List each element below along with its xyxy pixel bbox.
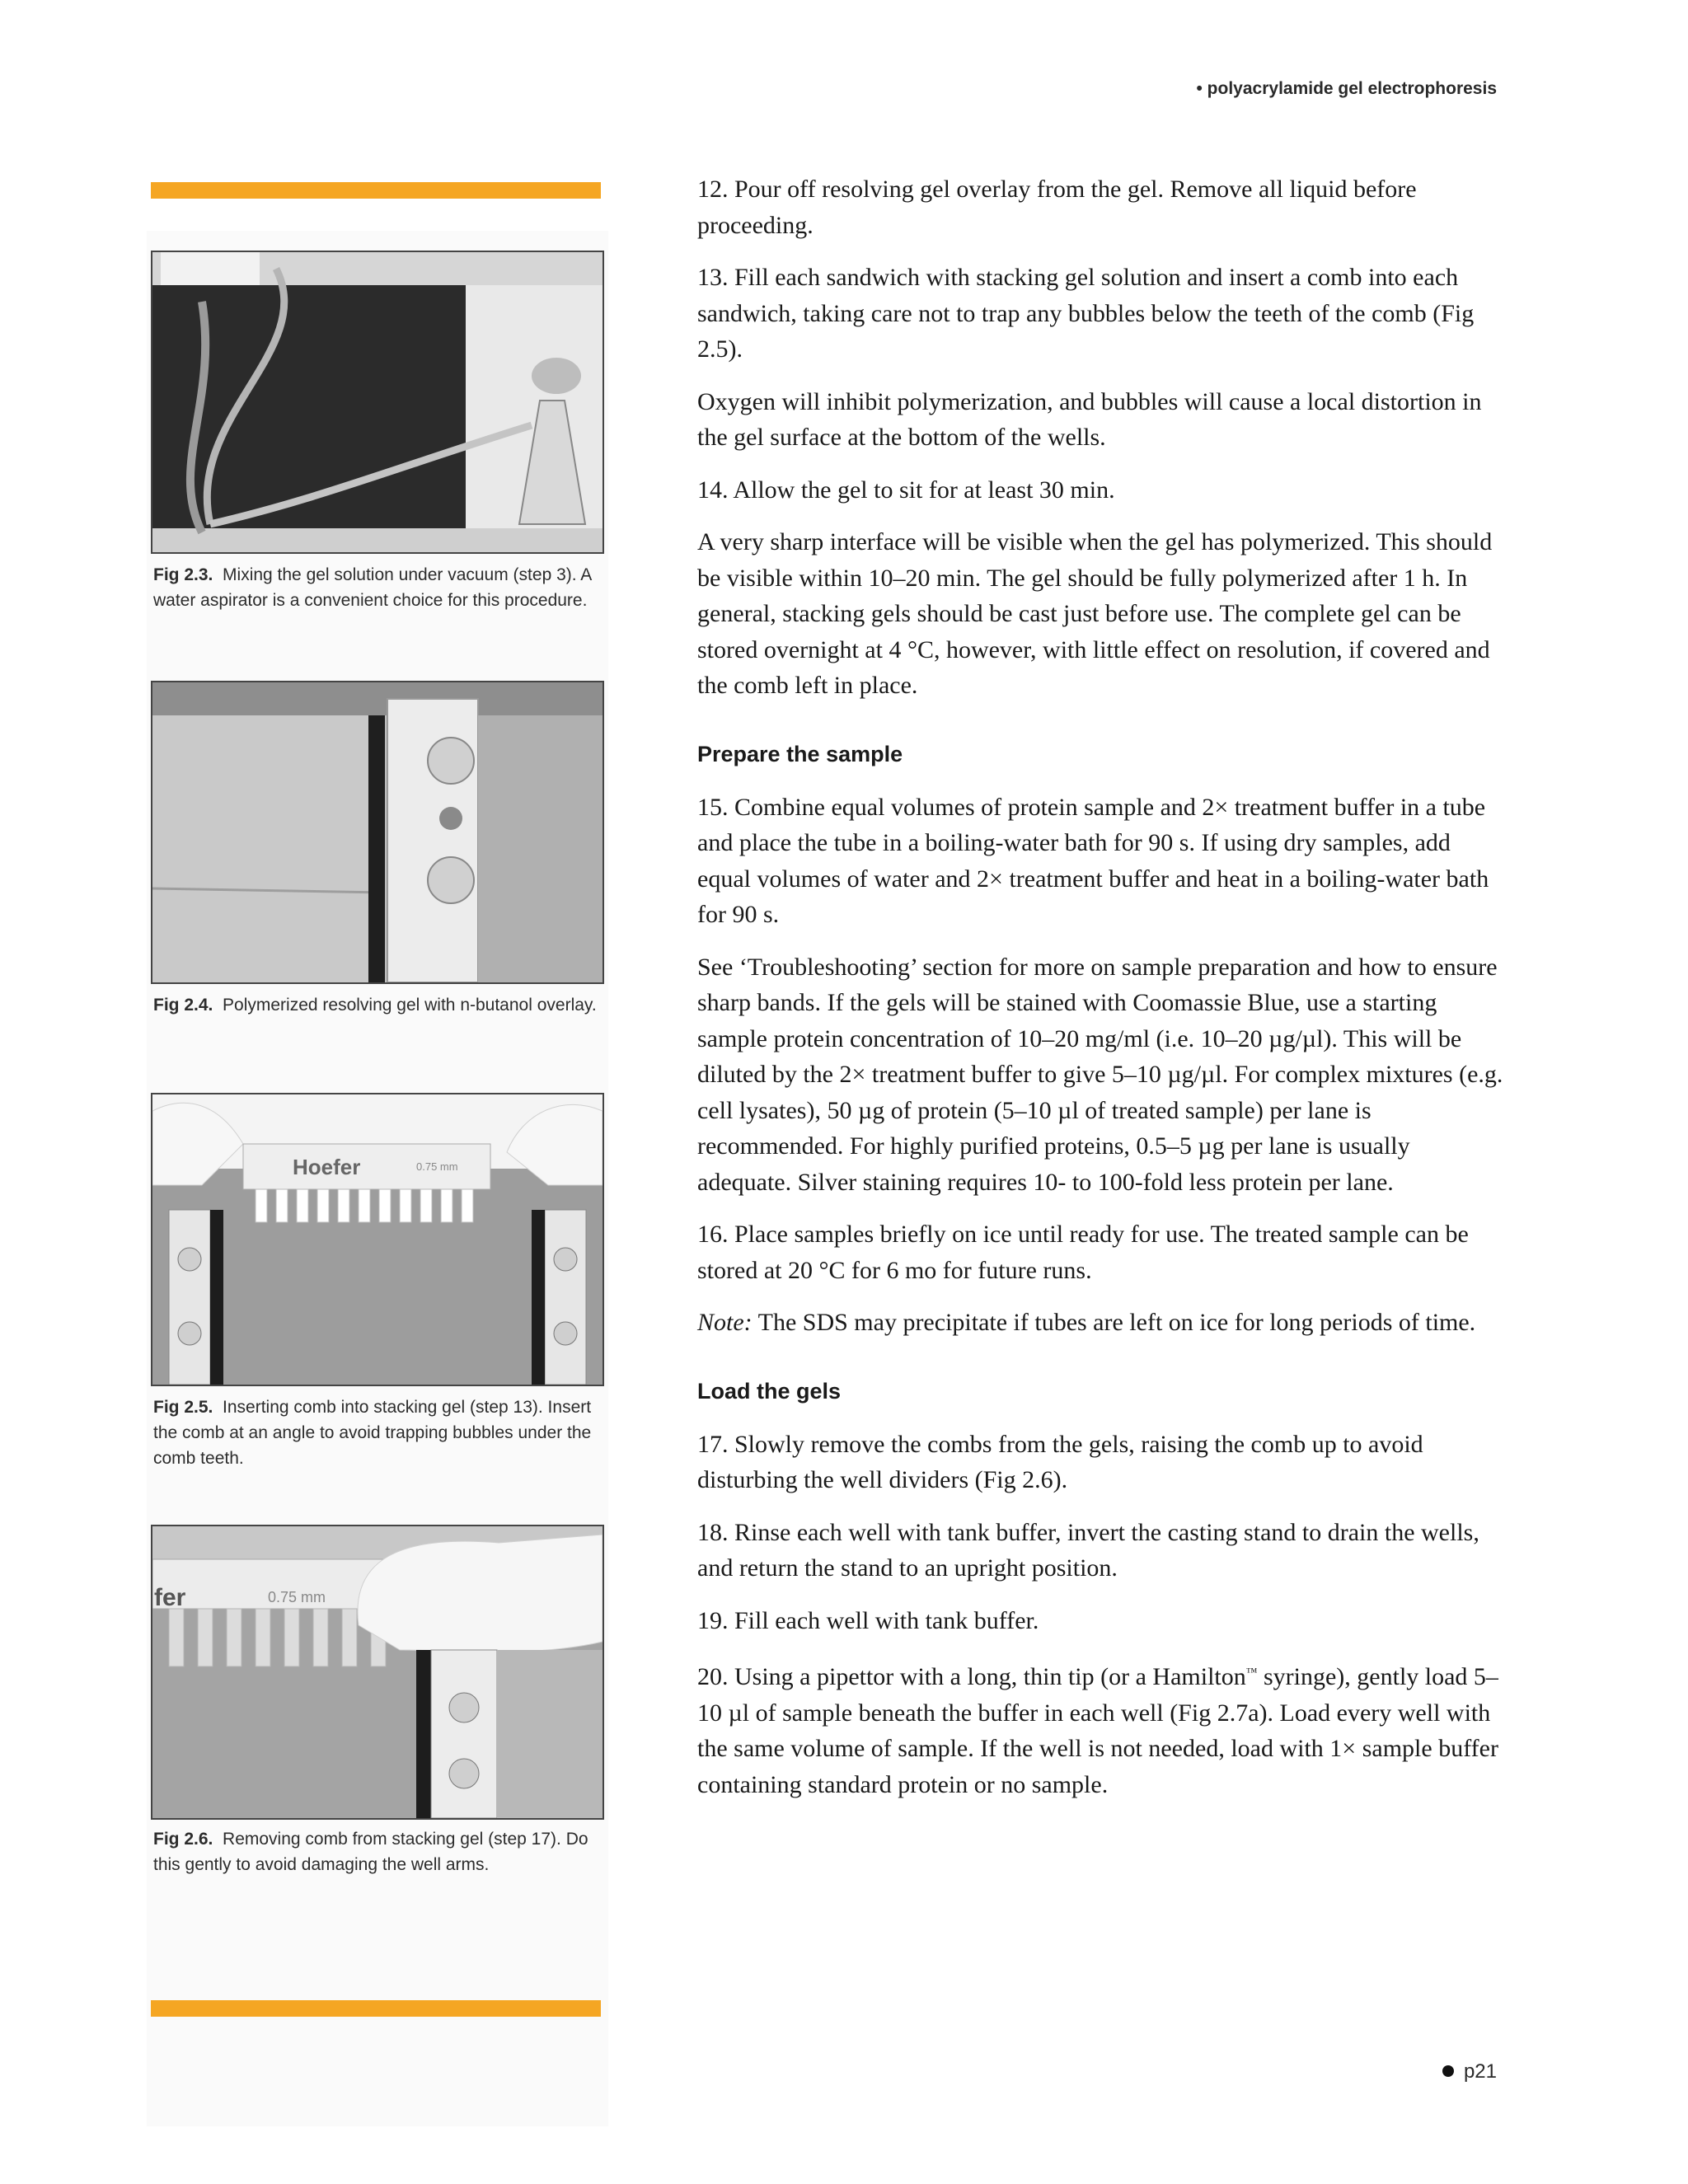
figure-caption [153,992,615,1018]
sds-note [697,1305,1505,1341]
step-19: 19. Fill each well with tank buffer. [697,1606,1039,1634]
section-heading-prepare-sample: Prepare the sample [697,741,903,766]
note-text: The SDS may precipitate if tubes are left on ice for long periods of time. [752,1309,1476,1336]
step-12: 12. Pour off resolving gel overlay from the gel. Remove all liquid before proceeding. [697,176,1417,239]
page-number [1442,2060,1497,2083]
step-16: 16. Place samples briefly on ice until ready for use. The treated sample can be stored at 20 °C for 6 mo for future runs. [697,1221,1469,1284]
figure-label: Fig 2.6. [153,1830,213,1849]
section-heading-load-gels: Load the gels [697,1378,842,1404]
step-18: 18. Rinse each well with tank buffer, invert the casting stand to drain the wells, and return the stand to an upright position. [697,1518,1479,1582]
figure-label: Fig 2.3. [153,565,213,584]
step-20-part-b: syringe), gently load 5–10 µl of sample beneath the buffer in each well (Fig 2.7a). Load every well with the same volume of sample. If the well is not needed, load with 1× sample buffer containing standard protein or no sample. [697,1663,1498,1798]
note-label: Note: [697,1309,753,1336]
step-14-note: A very sharp interface will be visible when the gel has polymerized. This should be visible within 10–20 min. The gel should be fully polymerized after 1 h. In general, stacking gels should be cast just before use. The complete gel can be stored overnight at 4 °C, however, with little effect on resolution, if covered and the comb left in place. [697,528,1493,699]
trademark-symbol: ™ [1245,1666,1258,1679]
step-20 [697,1655,1505,1802]
figure-caption [153,562,615,613]
comb-size-text: 0.75 mm [416,1160,458,1173]
step-15: 15. Combine equal volumes of protein sample and 2× treatment buffer in a tube and place the tube in a boiling-water bath for 90 s. If using dry samples, add equal volumes of water and 2× treatment buffer and heat in a boiling-water bath for 90 s. [697,793,1489,928]
figure-caption-text: Removing comb from stacking gel (step 17). Do this gently to avoid damaging the well arms. [153,1830,588,1874]
figure-remove-comb-photo [151,1525,604,1820]
figure-insert-comb-photo [151,1093,604,1386]
figure-caption-text: Mixing the gel solution under vacuum (step 3). A water aspirator is a convenient choice for this procedure. [153,565,592,610]
figure-caption [153,1826,615,1877]
step-14: 14. Allow the gel to sit for at least 30 min. [697,476,1115,504]
page-number-text: p21 [1463,2060,1497,2083]
figure-resolving-gel-photo [151,681,604,984]
figure-label: Fig 2.5. [153,1398,213,1417]
running-header: • polyacrylamide gel electrophoresis [1196,79,1497,98]
comb-size-text: 0.75 mm [268,1589,326,1605]
step-13-note: Oxygen will inhibit polymerization, and bubbles will cause a local distortion in the gel surface at the bottom of the wells. [697,387,1482,451]
figure-caption-text: Polymerized resolving gel with n-butanol overlay. [223,996,597,1015]
bullet-icon [1442,2065,1454,2077]
comb-brand-text: Hoefer [293,1155,361,1179]
step-20-part-a: 20. Using a pipettor with a long, thin tip (or a Hamilton [697,1663,1246,1690]
sidebar-top-rule [151,182,601,199]
step-13: 13. Fill each sandwich with stacking gel solution and insert a comb into each sandwich, taking care not to trap any bubbles below the teeth of the comb (Fig 2.5). [697,264,1475,363]
step-17: 17. Slowly remove the combs from the gels, raising the comb up to avoid disturbing the well dividers (Fig 2.6). [697,1430,1423,1493]
sidebar-bottom-rule [151,2000,601,2017]
figure-caption-text: Inserting comb into stacking gel (step 13). Insert the comb at an angle to avoid trapping bubbles under the comb teeth. [153,1398,592,1468]
figure-caption [153,1394,615,1471]
main-text-column [697,171,1505,1819]
comb-brand-text: fer [154,1584,186,1611]
step-15-note: See ‘Troubleshooting’ section for more on sample preparation and how to ensure sharp bands. If the gels will be stained with Coomassie Blue, use a starting sample protein concentration of 10–20 mg/ml (i.e. 10–20 µg/µl). This will be diluted by the 2× treatment buffer to give 5–10 µg/µl. For complex mixtures (e.g. cell lysates), 50 µg of protein (5–10 µl of treated sample) per lane is recommended. For highly purified proteins, 0.5–5 µg per lane is usually adequate. Silver staining requires 10- to 100-fold less protein per lane. [697,953,1503,1196]
figure-vacuum-photo [151,251,604,554]
figure-label: Fig 2.4. [153,996,213,1015]
